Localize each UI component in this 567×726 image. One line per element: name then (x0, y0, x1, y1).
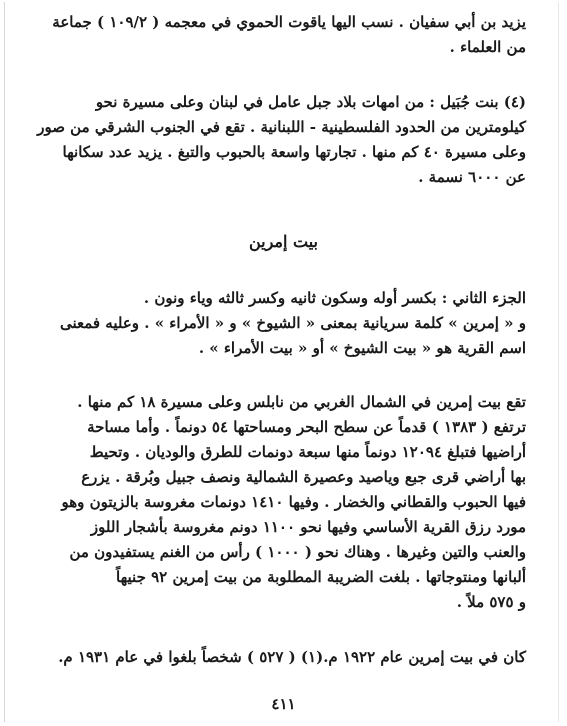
text-line: و « إمرين » كلمة سريانية بمعنى « الشيوخ » و « الأمراء » . وعليه فمعنى (59, 314, 526, 332)
text-line: والعنب والتين وغيرها . وهناك نحو ( ١٠٠٠ ) رأس من الغنم يستفيدون من (69, 543, 526, 561)
text-line: تقع بيت إمرين في الشمال الغربي من نابلس وعلى مسيرة ١٨ كم منها . (77, 393, 526, 411)
text-line: اسم القرية هو « بيت الشيوخ » أو « بيت الأمراء » . (198, 339, 526, 357)
section-heading: بيت إمرين (248, 232, 319, 251)
text-line: أراضيها فتبلغ ١٢٠٩٤ دونماً منها سبعة دونمات للطرق والوديان . وتحيط (89, 443, 526, 461)
text-line: من العلماء . (449, 38, 526, 56)
paragraph-geography (40, 390, 526, 615)
text-line: يزيد بن أبي سفيان . نسب اليها ياقوت الحموي في معجمه ( ١٠٩/٢ ) جماعة (52, 13, 526, 31)
text-line: (٤) بنت جُبَيل : من امهات بلاد جبل عامل في لبنان وعلى مسيرة نحو (95, 93, 526, 111)
page-number: ٤١١ (271, 695, 296, 713)
text-line: كان في بيت إمرين عام ١٩٢٢ م.(١) ( ٥٢٧ ) شخصاً بلغوا في عام ١٩٣١ م. (58, 648, 526, 666)
text-line: بها أراضي قرى جبع وياصيد وعصيرة الشمالية ونصف جبيل وبُرقة . يزرع (81, 468, 526, 486)
text-line: ترتفع ( ١٣٨٣ ) قدماً عن سطح البحر ومساحتها ٥٤ دونماً . وأما مساحة (87, 418, 526, 436)
paragraph-etymology (40, 286, 526, 361)
paragraph-population (40, 645, 526, 670)
text-line: ألبانها ومنتوجاتها . بلغت الضريبة المطلوبة من بيت إمرين ٩٢ جنيهاً (116, 568, 526, 586)
text-line: وعلى مسيرة ٤٠ كم منها . تجارتها واسعة بالحبوب والتبغ . يزيد عدد سكانها (62, 143, 526, 161)
text-line: عن ٦٠٠٠ نسمة . (418, 168, 526, 186)
text-line: و ٥٧٥ ملاً . (456, 593, 526, 611)
paragraph-continuation (40, 10, 526, 60)
text-line: كيلومترين من الحدود الفلسطينية - اللبنانية . تقع في الجنوب الشرقي من صور (37, 118, 526, 136)
text-line: الجزء الثاني : بكسر أوله وسكون ثانيه وكسر ثالثه وياء ونون . (143, 289, 526, 307)
footnote-bint-jubail (37, 90, 526, 190)
text-line: مورد رزق القرية الأساسي وفيها نحو ١١٠٠ دونم مغروسة بأشجار اللوز (90, 518, 526, 536)
text-line: فيها الحبوب والقطاني والخضار . وفيها ١٤١٠ دونمات مغروسة بالزيتون وهو (61, 493, 526, 511)
